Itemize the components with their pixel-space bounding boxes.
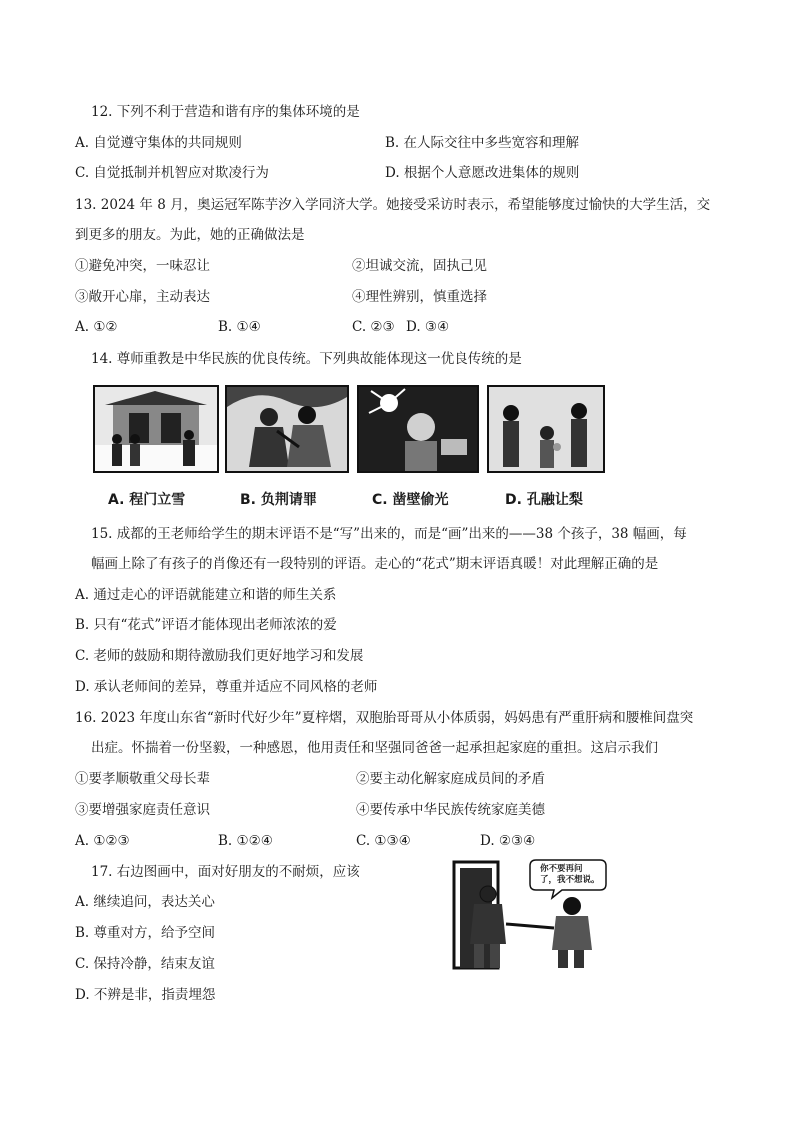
q14-caption-b: B. 负荆请罪 xyxy=(240,492,317,508)
q14-picture-c xyxy=(357,385,479,473)
q14-caption-c: C. 凿壁偷光 xyxy=(372,492,449,508)
q14-caption-a: A. 程门立雪 xyxy=(108,492,186,508)
q13-stem-line1: 13. 2024 年 8 月，奥运冠军陈芋汐入学同济大学。她接受采访时表示，希望能够度过愉快的大学生活，交 xyxy=(75,197,711,213)
q13-statement-3: ③敞开心扉，主动表达 xyxy=(75,289,210,305)
q12-option-d: D. 根据个人意愿改进集体的规则 xyxy=(385,165,580,181)
q16-statement-4: ④要传承中华民族传统家庭美德 xyxy=(356,802,545,818)
q16-stem-line2: 出症。怀揣着一份坚毅，一种感恩，他用责任和坚强同爸爸一起承担起家庭的重担。这启示我们 xyxy=(91,740,658,756)
q17-stem: 17. 右边图画中，面对好朋友的不耐烦，应该 xyxy=(91,864,360,880)
q12-option-c: C. 自觉抵制并机智应对欺凌行为 xyxy=(75,165,269,181)
q13-statement-4: ④理性辨别，慎重选择 xyxy=(352,289,487,305)
q16-option-d: D. ②③④ xyxy=(480,833,536,849)
q13-statement-2: ②坦诚交流，固执己见 xyxy=(352,258,487,274)
q14-picture-a xyxy=(93,385,219,473)
q12-option-b: B. 在人际交往中多些宽容和理解 xyxy=(385,135,580,151)
q17-option-b: B. 尊重对方，给予空间 xyxy=(75,925,216,941)
q16-option-b: B. ①②④ xyxy=(218,833,273,849)
q14-stem: 14. 尊师重教是中华民族的优良传统。下列典故能体现这一优良传统的是 xyxy=(91,351,522,367)
q15-option-a: A. 通过走心的评语就能建立和谐的师生关系 xyxy=(75,587,337,603)
q13-stem-line2: 到更多的朋友。为此，她的正确做法是 xyxy=(75,227,305,243)
q16-option-c: C. ①③④ xyxy=(356,833,411,849)
q17-speech-bubble xyxy=(540,864,600,886)
q15-stem-line2: 幅画上除了有孩子的肖像还有一段特别的评语。走心的“花式”期末评语真暖！对此理解正确的是 xyxy=(91,556,659,572)
q16-statement-1: ①要孝顺敬重父母长辈 xyxy=(75,771,210,787)
q17-speech-line2: 了，我不想说。 xyxy=(540,875,600,885)
q13-option-b: B. ①④ xyxy=(218,319,261,335)
q13-statement-1: ①避免冲突，一味忍让 xyxy=(75,258,210,274)
q13-option-d: D. ③④ xyxy=(406,319,450,335)
q15-option-c: C. 老师的鼓励和期待激励我们更好地学习和发展 xyxy=(75,648,364,664)
q14-picture-d xyxy=(487,385,605,473)
q17-option-a: A. 继续追问，表达关心 xyxy=(75,894,215,910)
q12-option-a: A. 自觉遵守集体的共同规则 xyxy=(75,135,242,151)
q17-cartoon xyxy=(450,856,620,970)
q15-option-d: D. 承认老师间的差异，尊重并适应不同风格的老师 xyxy=(75,679,378,695)
q14-picture-b xyxy=(225,385,349,473)
q16-option-a: A. ①②③ xyxy=(75,833,130,849)
q12-stem: 12. 下列不利于营造和谐有序的集体环境的是 xyxy=(91,104,360,120)
q17-option-c: C. 保持冷静，结束友谊 xyxy=(75,956,215,972)
q16-stem-line1: 16. 2023 年度山东省“新时代好少年”夏梓熠，双胞胎哥哥从小体质弱，妈妈患有严重肝病和腰椎间盘突 xyxy=(75,710,694,726)
q15-stem-line1: 15. 成都的王老师给学生的期末评语不是“写”出来的，而是“画”出来的——38 个孩子，38 幅画，每 xyxy=(91,526,687,542)
q17-option-d: D. 不辨是非，指责埋怨 xyxy=(75,987,216,1003)
q16-statement-3: ③要增强家庭责任意识 xyxy=(75,802,210,818)
q16-statement-2: ②要主动化解家庭成员间的矛盾 xyxy=(356,771,545,787)
q15-option-b: B. 只有“花式”评语才能体现出老师浓浓的爱 xyxy=(75,617,337,633)
q17-speech-line1: 你不要再问 xyxy=(540,864,583,874)
q13-option-c: C. ②③ xyxy=(352,319,395,335)
q13-option-a: A. ①② xyxy=(75,319,118,335)
q14-caption-d: D. 孔融让梨 xyxy=(505,492,583,508)
